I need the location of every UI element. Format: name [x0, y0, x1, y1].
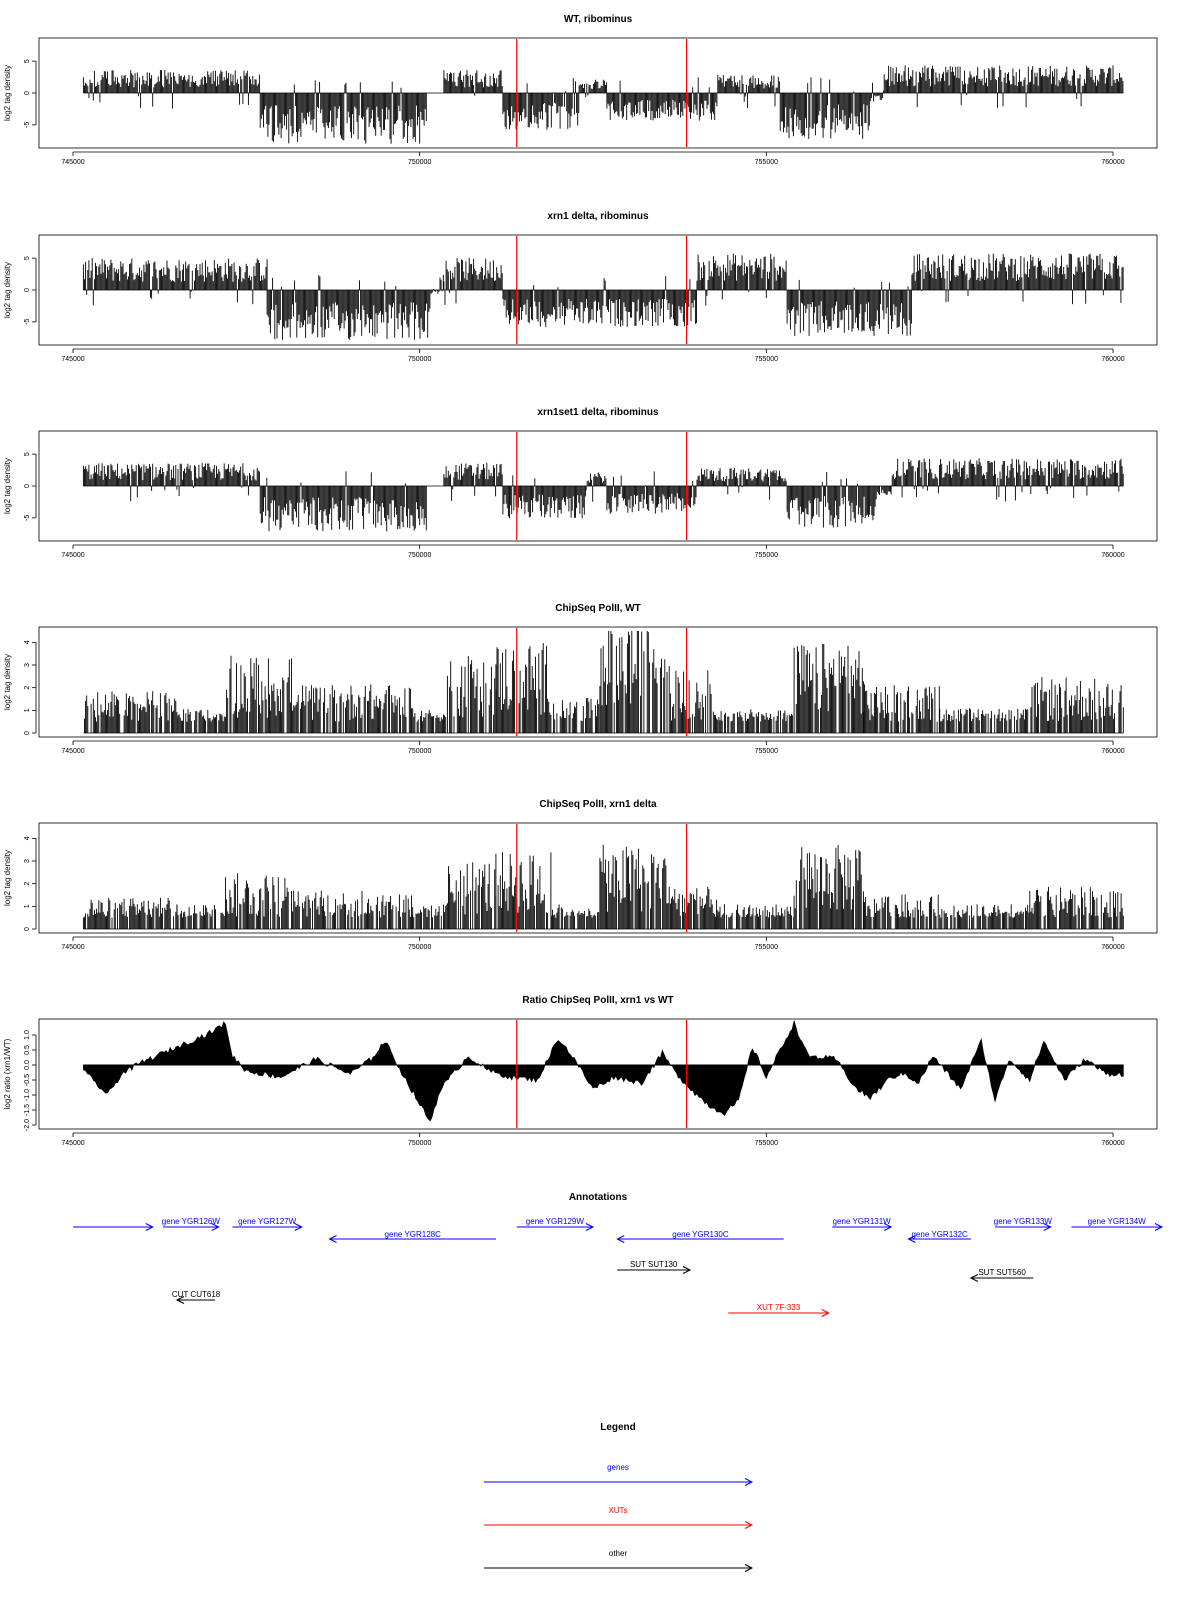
- annotation-label: gene YGR132C: [911, 1230, 968, 1239]
- signal-segment-9: [600, 845, 669, 929]
- signal-segment-5: [503, 276, 697, 327]
- signal-segment-2: [260, 471, 426, 531]
- x-tick-label: 745000: [61, 944, 85, 951]
- signal-segment-8: [912, 254, 1123, 305]
- x-tick-label: 755000: [754, 1140, 779, 1147]
- signal-segment-12: [794, 845, 863, 929]
- chart-panel-1: [3, 14, 1157, 166]
- x-tick-label: 760000: [1101, 356, 1125, 363]
- chart-panel-2: [3, 211, 1157, 363]
- y-tick-label: 3: [24, 663, 31, 667]
- y-tick-label: 0: [24, 91, 31, 95]
- signal-segment-4: [444, 70, 502, 96]
- legend-item-other: [484, 1549, 752, 1572]
- legend-label: XUTs: [608, 1506, 628, 1515]
- chart-marks: [83, 65, 1123, 143]
- signal-segment-11: [884, 65, 1123, 107]
- signal-segment-9: [780, 77, 869, 139]
- signal-segment-8: [554, 698, 599, 733]
- signal-segment-2: [177, 709, 225, 733]
- signal-segment-7: [496, 643, 551, 733]
- legend-label: genes: [607, 1463, 629, 1472]
- annotation-label: SUT SUT130: [629, 1260, 678, 1269]
- x-tick-label: 750000: [407, 748, 432, 755]
- signal-segment-8: [718, 75, 780, 108]
- chart-panel-6: [3, 995, 1157, 1147]
- signal-segment-1: [83, 898, 176, 929]
- x-tick-label: 760000: [1101, 944, 1125, 951]
- y-tick-label: 4: [24, 640, 31, 645]
- signal-segment-2: [177, 905, 224, 929]
- y-tick-label: -5: [24, 121, 31, 128]
- y-tick-label: -5: [24, 514, 31, 521]
- signal-segment-5: [503, 475, 586, 518]
- signal-segment-6: [586, 472, 606, 501]
- chart-panel-4: [3, 603, 1157, 755]
- x-tick-label: 750000: [407, 552, 432, 559]
- x-tick-label: 750000: [407, 356, 432, 363]
- signal-segment-4: [444, 463, 502, 501]
- annotation-label: gene YGR131W: [832, 1217, 891, 1226]
- annotation-gene-ygr130c: [617, 1230, 783, 1243]
- signal-segment-5: [503, 78, 579, 129]
- signal-segment-7: [607, 77, 717, 120]
- signal-segment-8: [551, 904, 598, 929]
- chart-marks: [83, 631, 1123, 733]
- y-axis-label: log2 tag density: [3, 261, 12, 319]
- annotation-label: gene YGR129W: [525, 1217, 584, 1226]
- ratio-area: [83, 1021, 1123, 1121]
- y-tick-label: -5: [24, 318, 31, 325]
- signal-segment-6: [579, 80, 607, 97]
- signal-segment-11: [891, 458, 1123, 501]
- chart-panel-5: [3, 799, 1157, 951]
- annotation-label: gene YGR126W: [161, 1217, 220, 1226]
- signal-segment-6: [447, 862, 495, 929]
- annotation-cut-cut618: [172, 1290, 221, 1304]
- x-tick-label: 745000: [61, 1140, 85, 1147]
- annotation-gene-arrow-left-edge: [73, 1224, 153, 1231]
- x-tick-label: 760000: [1101, 552, 1125, 559]
- annotation-gene-ygr134w: [1071, 1217, 1162, 1231]
- annotation-label: SUT SUT560: [978, 1268, 1026, 1277]
- annotation-gene-ygr126w: [162, 1217, 221, 1231]
- signal-segment-12: [794, 644, 863, 733]
- y-axis-label: log2 tag density: [3, 457, 12, 515]
- annotation-sut-sut130: [617, 1260, 690, 1274]
- signal-segment-2: [260, 80, 426, 143]
- y-tick-label: 2: [24, 685, 31, 690]
- signal-segment-10: [670, 671, 717, 733]
- annotation-label: gene YGR133W: [993, 1217, 1052, 1226]
- y-axis-label: log2 tag density: [3, 64, 12, 122]
- x-tick-label: 760000: [1101, 1140, 1125, 1147]
- signal-segment-4: [444, 258, 502, 305]
- annotation-gene-ygr129w: [517, 1217, 593, 1231]
- y-tick-label: 5: [24, 452, 31, 457]
- legend: [484, 1422, 752, 1572]
- signal-segment-7: [787, 280, 911, 336]
- y-tick-label: 0.5: [24, 1045, 31, 1055]
- signal-segment-1: [83, 70, 259, 109]
- x-tick-label: 745000: [61, 552, 85, 559]
- signal-segment-11: [719, 709, 793, 733]
- chart-title: xrn1set1 delta, ribominus: [537, 407, 659, 418]
- annotation-gene-ygr132c: [908, 1230, 970, 1243]
- y-tick-label: -0.5: [24, 1073, 31, 1087]
- signal-segment-1: [83, 258, 267, 305]
- signal-segment-4: [295, 891, 413, 929]
- annotation-label: gene YGR128C: [384, 1230, 441, 1239]
- y-tick-label: 2: [24, 881, 31, 886]
- y-axis-label: log2 tag density: [3, 653, 12, 711]
- x-tick-label: 760000: [1101, 748, 1125, 755]
- signal-segment-15: [1031, 677, 1123, 733]
- x-tick-label: 755000: [754, 356, 779, 363]
- signal-segment-6: [697, 254, 786, 306]
- y-tick-label: 0: [24, 927, 31, 931]
- x-tick-label: 760000: [1101, 159, 1125, 166]
- signal-segment-5: [413, 708, 446, 733]
- chart-title: xrn1 delta, ribominus: [547, 211, 649, 222]
- x-tick-label: 755000: [754, 748, 779, 755]
- signal-segment-9: [787, 472, 876, 528]
- signal-segment-6: [447, 656, 495, 733]
- signal-segment-3: [226, 873, 294, 929]
- signal-segment-9: [600, 631, 669, 733]
- annotation-label: CUT CUT618: [171, 1290, 221, 1299]
- signal-segment-10: [877, 486, 890, 495]
- chart-marks: [83, 458, 1123, 531]
- chart-title: WT, ribominus: [563, 14, 633, 25]
- y-tick-label: 5: [24, 256, 31, 261]
- signal-segment-13: [863, 895, 938, 930]
- legend-item-genes: [484, 1463, 752, 1486]
- legend-title: Legend: [600, 1422, 636, 1433]
- signal-segment-1: [85, 691, 177, 733]
- annotation-gene-ygr127w: [232, 1217, 301, 1231]
- y-tick-label: -1.0: [24, 1088, 31, 1102]
- y-tick-label: 0.0: [24, 1060, 31, 1070]
- signal-segment-4: [296, 685, 412, 734]
- y-tick-label: 0: [24, 288, 31, 292]
- y-tick-label: 1: [24, 708, 31, 713]
- chart-title: Ratio ChipSeq PolII, xrn1 vs WT: [522, 995, 674, 1006]
- chart-title: ChipSeq PolII, WT: [555, 603, 641, 614]
- x-tick-label: 745000: [61, 356, 85, 363]
- legend-item-xuts: [484, 1506, 752, 1529]
- annotation-label: XUT 7F-333: [756, 1303, 801, 1312]
- x-tick-label: 750000: [407, 944, 432, 951]
- y-tick-label: 5: [24, 59, 31, 64]
- signal-segment-10: [670, 887, 717, 929]
- y-tick-label: 0: [24, 484, 31, 488]
- signal-segment-3: [227, 656, 295, 733]
- x-tick-label: 755000: [754, 159, 779, 166]
- x-tick-label: 750000: [407, 159, 432, 166]
- y-tick-label: -1.5: [24, 1103, 31, 1117]
- x-tick-label: 755000: [754, 552, 779, 559]
- signal-segment-14: [940, 904, 1029, 929]
- signal-segment-13: [863, 684, 939, 733]
- annotation-label: gene YGR134W: [1087, 1217, 1146, 1226]
- annotation-gene-ygr133w: [994, 1217, 1053, 1231]
- chart-marks: [83, 1021, 1123, 1121]
- legend-label: other: [608, 1549, 628, 1558]
- signal-segment-5: [413, 905, 447, 929]
- annotation-gene-ygr128c: [330, 1230, 496, 1243]
- annotation-gene-ygr131w: [832, 1217, 891, 1231]
- y-tick-label: 3: [24, 859, 31, 863]
- y-tick-label: 1.0: [24, 1030, 31, 1040]
- signal-segment-7: [607, 472, 696, 514]
- annotations-title: Annotations: [568, 1192, 628, 1203]
- signal-segment-11: [718, 904, 794, 929]
- x-tick-label: 745000: [61, 748, 85, 755]
- y-tick-label: 4: [24, 836, 31, 841]
- signal-segment-1: [83, 463, 259, 501]
- annotation-label: gene YGR130C: [672, 1230, 729, 1239]
- annotation-xut-7f-333: [728, 1303, 829, 1317]
- y-axis-label: log2 tag density: [3, 849, 12, 907]
- annotations-panel: [73, 1192, 1162, 1317]
- signal-segment-10: [870, 83, 883, 102]
- y-tick-label: 0: [24, 731, 31, 735]
- chart-marks: [83, 254, 1123, 340]
- signal-segment-15: [1030, 887, 1124, 929]
- signal-segment-8: [697, 468, 786, 500]
- signal-segment-7: [496, 852, 551, 929]
- y-tick-label: 1: [24, 904, 31, 909]
- signal-segment-2: [267, 275, 430, 340]
- annotation-sut-sut560: [971, 1268, 1033, 1282]
- x-tick-label: 755000: [754, 944, 779, 951]
- y-axis-label: log2 ratio (xrn1/WT): [3, 1038, 12, 1110]
- chart-panel-3: [3, 407, 1157, 559]
- signal-segment-14: [940, 708, 1028, 733]
- x-tick-label: 745000: [61, 159, 85, 166]
- chart-title: ChipSeq PolII, xrn1 delta: [539, 799, 657, 810]
- signal-segment-3: [430, 275, 443, 294]
- chart-marks: [83, 845, 1123, 929]
- x-tick-label: 750000: [407, 1140, 432, 1147]
- y-tick-label: -2.0: [24, 1118, 31, 1132]
- annotation-label: gene YGR127W: [238, 1217, 297, 1226]
